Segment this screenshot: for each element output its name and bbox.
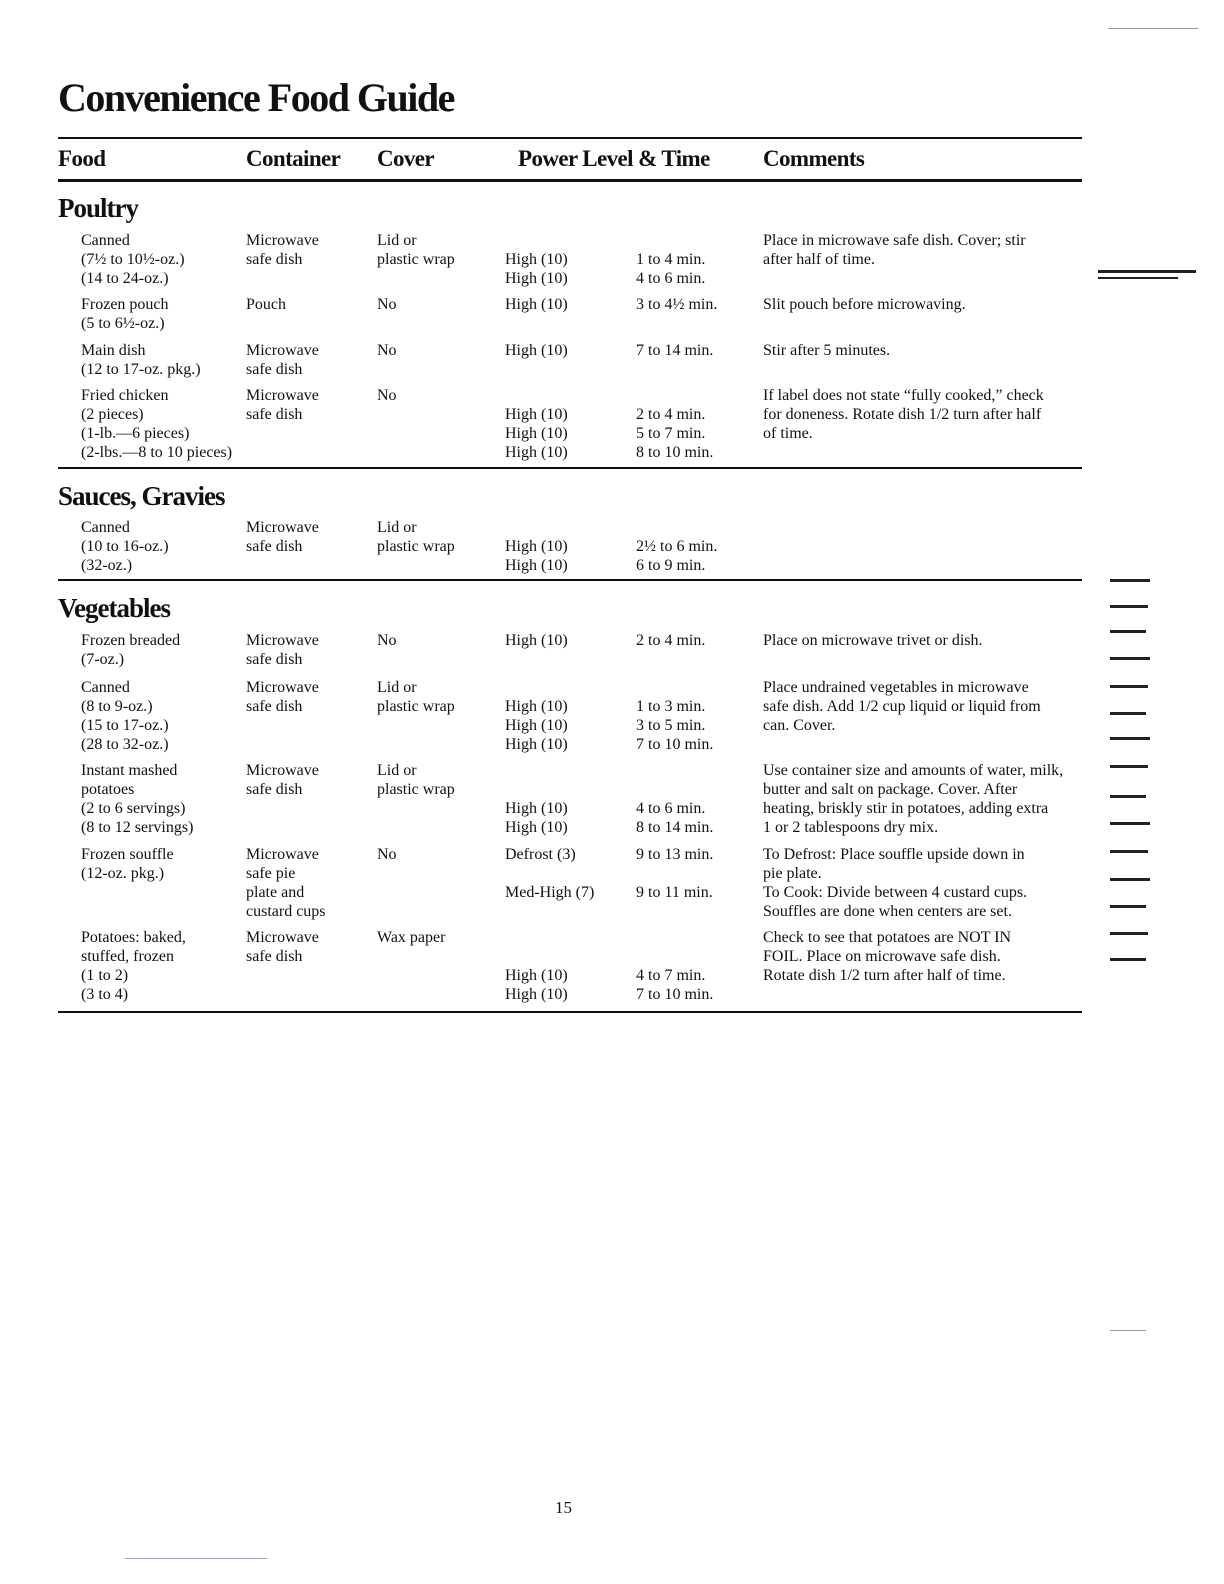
cell-power: High (10) — [505, 819, 568, 836]
cell-food: Instant mashed — [81, 762, 178, 779]
header-container: Container — [246, 146, 341, 171]
cell-cover: No — [377, 296, 397, 313]
cell-power: High (10) — [505, 736, 568, 753]
cell-container: Pouch — [246, 296, 286, 313]
cell-comments: Slit pouch before microwaving. — [763, 296, 966, 313]
cell-food: Frozen breaded — [81, 632, 181, 649]
cell-food: (2-lbs.—8 to 10 pieces) — [81, 444, 233, 461]
cell-container: safe dish — [246, 651, 303, 668]
margin-mark — [125, 1558, 267, 1559]
cell-food: (1 to 2) — [81, 967, 129, 984]
cell-container: safe dish — [246, 406, 303, 423]
cell-container: Microwave — [246, 232, 319, 249]
cell-time: 6 to 9 min. — [636, 557, 706, 574]
cell-container: Microwave — [246, 846, 319, 863]
section-heading: Poultry — [58, 193, 138, 223]
cell-power: High (10) — [505, 270, 568, 287]
cell-comments: safe dish. Add 1/2 cup liquid or liquid from — [763, 698, 1041, 715]
cell-power: High (10) — [505, 698, 568, 715]
cell-cover: Lid or — [377, 519, 417, 536]
cell-food: potatoes — [81, 781, 135, 798]
cell-time: 1 to 4 min. — [636, 251, 706, 268]
cell-food: (7½ to 10½-oz.) — [81, 251, 185, 268]
cell-time: 9 to 11 min. — [636, 884, 713, 901]
margin-mark — [1110, 905, 1146, 908]
cell-time: 2½ to 6 min. — [636, 538, 718, 555]
page-number: 15 — [555, 1498, 572, 1517]
cell-food: Fried chicken — [81, 387, 169, 404]
section-heading: Vegetables — [58, 593, 170, 623]
cell-power: High (10) — [505, 632, 568, 649]
cell-cover: Wax paper — [377, 929, 446, 946]
cell-time: 3 to 5 min. — [636, 717, 706, 734]
cell-container: safe dish — [246, 781, 303, 798]
cell-time: 7 to 10 min. — [636, 736, 714, 753]
margin-mark — [1110, 850, 1148, 853]
header-comments: Comments — [763, 146, 865, 171]
header-food: Food — [58, 146, 106, 171]
margin-mark — [1098, 277, 1178, 279]
cell-food: Potatoes: baked, — [81, 929, 186, 946]
cell-power: High (10) — [505, 296, 568, 313]
cell-food: Canned — [81, 232, 130, 249]
cell-container: custard cups — [246, 903, 326, 920]
cell-comments: after half of time. — [763, 251, 875, 268]
cell-food: (12-oz. pkg.) — [81, 865, 165, 882]
cell-comments: To Cook: Divide between 4 custard cups. — [763, 884, 1028, 901]
header-cover: Cover — [377, 146, 435, 171]
cell-cover: Lid or — [377, 679, 417, 696]
cell-comments: heating, briskly stir in potatoes, adding extra — [763, 800, 1049, 817]
cell-power: High (10) — [505, 986, 568, 1003]
cell-food: (7-oz.) — [81, 651, 125, 668]
cell-comments: Check to see that potatoes are NOT IN — [763, 929, 1012, 946]
header-power-level-time: Power Level & Time — [518, 146, 710, 171]
cell-food: (5 to 6½-oz.) — [81, 315, 165, 332]
cell-food: (14 to 24-oz.) — [81, 270, 169, 287]
cell-food: (1-lb.—6 pieces) — [81, 425, 190, 442]
cell-comments: Use container size and amounts of water, milk, — [763, 762, 1064, 779]
margin-mark — [1098, 270, 1196, 273]
cell-container: Microwave — [246, 387, 319, 404]
cell-time: 2 to 4 min. — [636, 406, 706, 423]
cell-comments: pie plate. — [763, 865, 822, 882]
cell-power: High (10) — [505, 406, 568, 423]
page-title: Convenience Food Guide — [58, 75, 454, 120]
cell-cover: No — [377, 342, 397, 359]
header-bottom-rule — [58, 179, 1082, 182]
margin-mark — [1110, 630, 1146, 633]
cell-cover: plastic wrap — [377, 538, 455, 555]
section-rule — [58, 467, 1082, 469]
cell-food: (2 pieces) — [81, 406, 144, 423]
cell-cover: plastic wrap — [377, 698, 455, 715]
cell-time: 4 to 6 min. — [636, 800, 706, 817]
margin-mark — [1110, 685, 1148, 688]
cell-comments: Place undrained vegetables in microwave — [763, 679, 1029, 696]
cell-time: 8 to 10 min. — [636, 444, 714, 461]
section-rule — [58, 1011, 1082, 1013]
cell-container: safe pie — [246, 865, 296, 882]
margin-mark — [1110, 657, 1150, 660]
cell-comments: butter and salt on package. Cover. After — [763, 781, 1018, 798]
cell-time: 5 to 7 min. — [636, 425, 706, 442]
cell-food: Frozen pouch — [81, 296, 169, 313]
cell-power: High (10) — [505, 538, 568, 555]
margin-mark — [1110, 822, 1150, 825]
cell-comments: can. Cover. — [763, 717, 836, 734]
cell-time: 7 to 10 min. — [636, 986, 714, 1003]
cell-food: (28 to 32-oz.) — [81, 736, 169, 753]
cell-cover: No — [377, 387, 397, 404]
margin-mark — [1110, 1330, 1146, 1331]
section-heading: Sauces, Gravies — [58, 481, 225, 511]
margin-mark — [1110, 932, 1148, 935]
cell-cover: No — [377, 846, 397, 863]
header-top-rule — [58, 137, 1082, 139]
section-rule — [58, 579, 1082, 581]
cell-comments: for doneness. Rotate dish 1/2 turn after half — [763, 406, 1042, 423]
cell-container: safe dish — [246, 361, 303, 378]
cell-power: Defrost (3) — [505, 846, 576, 863]
cell-container: Microwave — [246, 342, 319, 359]
cell-container: Microwave — [246, 519, 319, 536]
cell-comments: FOIL. Place on microwave safe dish. — [763, 948, 1001, 965]
cell-comments: If label does not state “fully cooked,” check — [763, 387, 1044, 404]
margin-mark — [1110, 737, 1150, 740]
cell-container: safe dish — [246, 251, 303, 268]
cell-food: Main dish — [81, 342, 146, 359]
margin-mark — [1110, 795, 1146, 798]
cell-comments: Place on microwave trivet or dish. — [763, 632, 983, 649]
cell-container: safe dish — [246, 698, 303, 715]
cell-power: High (10) — [505, 800, 568, 817]
cell-power: High (10) — [505, 557, 568, 574]
cell-power: High (10) — [505, 425, 568, 442]
cell-power: High (10) — [505, 444, 568, 461]
cell-power: High (10) — [505, 967, 568, 984]
margin-mark — [1108, 28, 1198, 29]
cell-time: 4 to 7 min. — [636, 967, 706, 984]
margin-mark — [1110, 765, 1148, 768]
cell-comments: Place in microwave safe dish. Cover; stir — [763, 232, 1026, 249]
margin-mark — [1110, 878, 1150, 881]
cell-food: Canned — [81, 679, 130, 696]
cell-time: 7 to 14 min. — [636, 342, 714, 359]
cell-container: Microwave — [246, 679, 319, 696]
cell-power: High (10) — [505, 251, 568, 268]
cell-cover: Lid or — [377, 232, 417, 249]
cell-cover: No — [377, 632, 397, 649]
cell-time: 2 to 4 min. — [636, 632, 706, 649]
cell-food: (2 to 6 servings) — [81, 800, 186, 817]
cell-container: safe dish — [246, 948, 303, 965]
margin-mark — [1110, 712, 1146, 715]
cell-container: Microwave — [246, 632, 319, 649]
cell-cover: Lid or — [377, 762, 417, 779]
cell-comments: Souffles are done when centers are set. — [763, 903, 1012, 920]
cell-comments: of time. — [763, 425, 813, 442]
cell-food: Frozen souffle — [81, 846, 174, 863]
cell-time: 4 to 6 min. — [636, 270, 706, 287]
cell-comments: 1 or 2 tablespoons dry mix. — [763, 819, 939, 836]
cell-food: (3 to 4) — [81, 986, 129, 1003]
cell-food: (12 to 17-oz. pkg.) — [81, 361, 201, 378]
margin-mark — [1110, 605, 1148, 608]
cell-cover: plastic wrap — [377, 781, 455, 798]
cell-time: 3 to 4½ min. — [636, 296, 718, 313]
cell-food: (8 to 12 servings) — [81, 819, 194, 836]
cell-food: (32-oz.) — [81, 557, 133, 574]
cell-comments: Rotate dish 1/2 turn after half of time. — [763, 967, 1006, 984]
cell-container: safe dish — [246, 538, 303, 555]
cell-food: Canned — [81, 519, 130, 536]
cell-power: High (10) — [505, 717, 568, 734]
cell-container: Microwave — [246, 762, 319, 779]
cell-time: 1 to 3 min. — [636, 698, 706, 715]
cell-comments: To Defrost: Place souffle upside down in — [763, 846, 1025, 863]
cell-time: 8 to 14 min. — [636, 819, 714, 836]
cell-comments: Stir after 5 minutes. — [763, 342, 891, 359]
cell-power: High (10) — [505, 342, 568, 359]
cell-food: (10 to 16-oz.) — [81, 538, 169, 555]
cell-food: stuffed, frozen — [81, 948, 174, 965]
cell-cover: plastic wrap — [377, 251, 455, 268]
margin-mark — [1110, 579, 1150, 582]
margin-mark — [1110, 958, 1146, 961]
cell-power: Med-High (7) — [505, 884, 595, 901]
cell-container: plate and — [246, 884, 305, 901]
cell-time: 9 to 13 min. — [636, 846, 714, 863]
cell-food: (8 to 9-oz.) — [81, 698, 153, 715]
cell-container: Microwave — [246, 929, 319, 946]
cell-food: (15 to 17-oz.) — [81, 717, 169, 734]
